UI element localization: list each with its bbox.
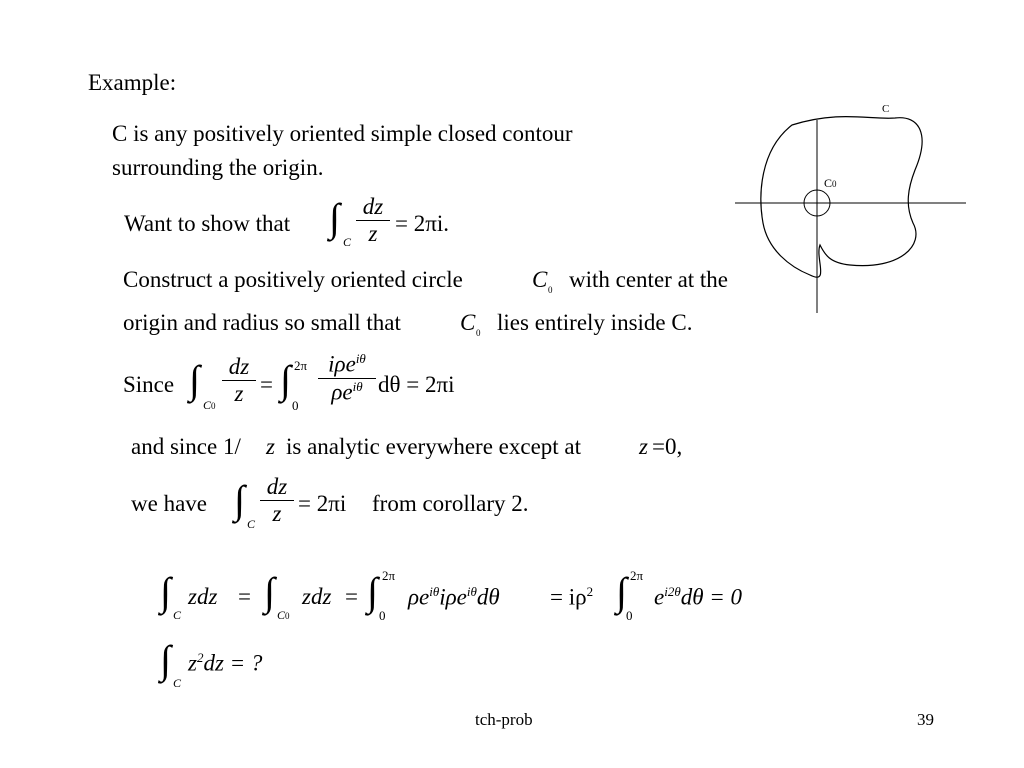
denominator-z: z [272, 501, 282, 526]
integral-sign: ∫ [280, 357, 291, 402]
since-label: Since [123, 372, 175, 397]
equals-sign: = [238, 584, 251, 609]
upper-limit-2pi: 2π [294, 358, 308, 373]
lower-limit-0: 0 [379, 608, 386, 623]
eq-i-rho: = iρ [550, 584, 587, 610]
numerator-dz: dz [362, 194, 384, 219]
rhoe: ρe [331, 379, 353, 405]
want-label: Want to show that [124, 211, 291, 236]
dtheta-result: dθ = 2πi [378, 372, 455, 397]
denominator-rhoe [318, 379, 376, 406]
eq-i-rho-squared [550, 584, 593, 611]
integral-sign: ∫ [367, 569, 378, 614]
z-squared-term [188, 650, 262, 677]
irhoe: iρe [328, 351, 356, 377]
sub-zero: 0 [211, 401, 216, 411]
fraction-dz-over-z [356, 194, 390, 247]
fraction-irhoe-over-rhoe [318, 351, 376, 405]
integral-subscript-c: C [173, 608, 182, 622]
statement-line-2: surrounding the origin. [112, 155, 324, 180]
exp-2: 2 [586, 584, 594, 599]
integral-subscript-c: C [247, 517, 256, 531]
upper-limit-2pi: 2π [630, 568, 644, 583]
rhoe: ρe [408, 584, 430, 610]
upper-limit-2pi: 2π [382, 568, 396, 583]
symbol-z-2: z [639, 434, 648, 459]
integral-subscript-c: C [343, 235, 352, 249]
irhoe: iρe [439, 584, 467, 610]
zdz-term: zdz [188, 584, 218, 609]
slide-heading: Example: [88, 70, 177, 95]
construct-text-b: with center at the [569, 267, 729, 292]
contour-diagram [730, 95, 970, 320]
symbol-c0-2-sub: 0 [476, 328, 481, 338]
symbol-c0: C [532, 267, 548, 292]
dz-q: dz = ? [203, 650, 263, 676]
we-have-label: we have [131, 491, 207, 516]
result-2pi-i: = 2πi. [395, 211, 449, 236]
numerator-irhoe [318, 351, 376, 378]
footer-title: tch-prob [475, 710, 533, 729]
exp-2: 2 [196, 650, 204, 665]
sub-c: C [277, 608, 286, 622]
label-c0 [824, 176, 837, 190]
exp-i2theta: i2θ [664, 584, 681, 599]
exp-itheta: iθ [352, 378, 363, 394]
exp-itheta: iθ [466, 584, 477, 599]
symbol-z: z [266, 434, 275, 459]
integrand-e-i2theta [654, 584, 742, 611]
sub-zero: 0 [285, 611, 290, 621]
result-2pi-i: = 2πi [298, 491, 347, 516]
exp-itheta: iθ [429, 584, 440, 599]
contour-c [761, 117, 922, 278]
fraction-dz-over-z [222, 354, 256, 407]
statement-line-1: C is any positively oriented simple closed contour [112, 121, 573, 146]
integral-sign: ∫ [160, 637, 171, 682]
lower-limit-0: 0 [626, 608, 633, 623]
sub-c: C [203, 398, 212, 412]
label-c0-sub: 0 [832, 179, 837, 189]
numerator-dz: dz [228, 354, 250, 379]
denominator-z: z [234, 381, 244, 406]
label-c: C [882, 103, 890, 115]
and-since-b: is analytic everywhere except at [286, 434, 582, 459]
integral-subscript-c0 [277, 608, 290, 623]
zdz-term-2: zdz [302, 584, 332, 609]
numerator-dz: dz [266, 474, 288, 499]
fraction-dz-over-z [260, 474, 294, 527]
and-since-a: and since 1/ [131, 434, 241, 459]
integrand-rhoe-irhoe [408, 584, 500, 611]
e: e [654, 584, 665, 610]
integral-sign: ∫ [160, 569, 171, 614]
integral-sign: ∫ [264, 569, 275, 614]
equals-sign: = [345, 584, 358, 609]
exp-itheta: iθ [355, 351, 366, 366]
symbol-c0-sub: 0 [548, 285, 553, 295]
dtheta: dθ [476, 584, 500, 610]
dtheta-eq-zero: dθ = 0 [680, 584, 743, 610]
symbol-c0-2: C [460, 310, 476, 335]
construct-text-a: Construct a positively oriented circle [123, 267, 463, 292]
from-corollary: from corollary 2. [372, 491, 529, 516]
integral-sign: ∫ [189, 357, 200, 402]
integral-subscript-c0 [203, 398, 216, 413]
z: z [188, 650, 197, 676]
lower-limit-0: 0 [292, 398, 299, 413]
page-number: 39 [917, 710, 934, 729]
origin-text-a: origin and radius so small that [123, 310, 401, 335]
integral-sign: ∫ [234, 477, 245, 522]
integral-sign: ∫ [329, 195, 340, 240]
equals-sign: = [260, 372, 273, 397]
and-since-c: =0, [652, 434, 683, 459]
denominator-z: z [368, 221, 378, 246]
integral-sign: ∫ [616, 569, 627, 614]
integral-subscript-c: C [173, 676, 182, 690]
label-c0-main: C [824, 176, 833, 190]
origin-text-b: lies entirely inside C. [497, 310, 693, 335]
